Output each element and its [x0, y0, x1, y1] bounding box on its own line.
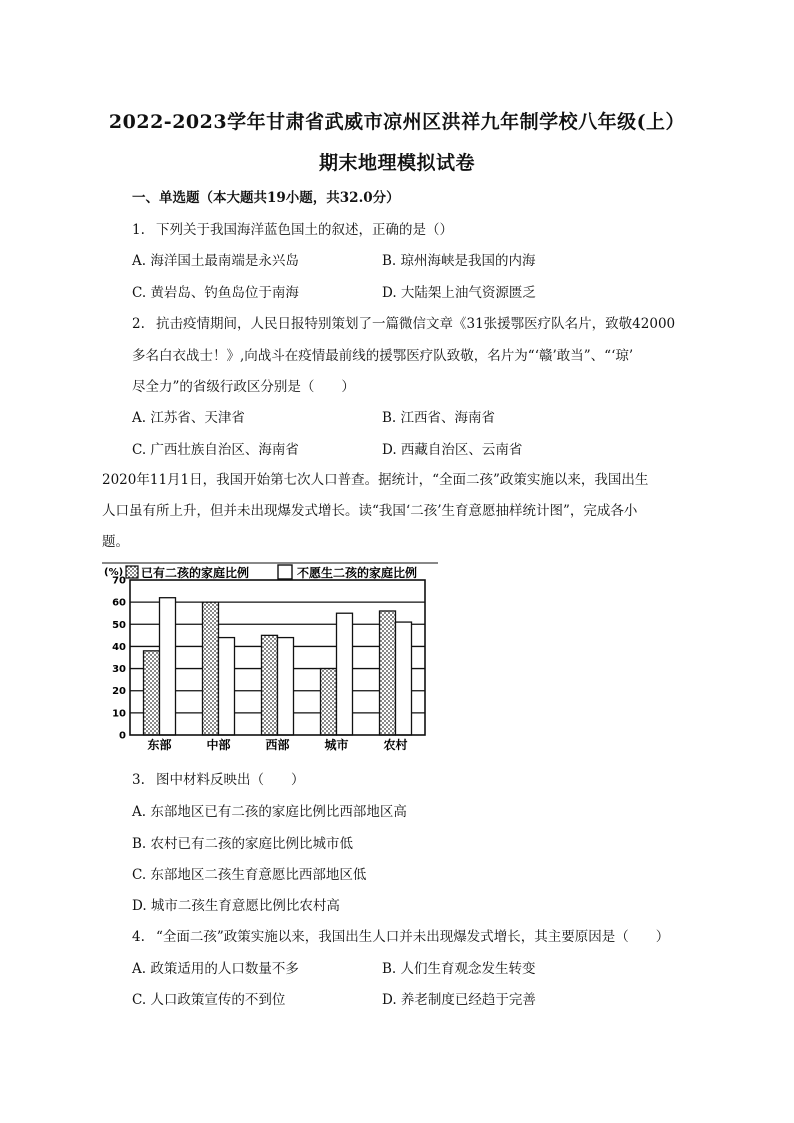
legend-label-series-1: 已有二孩的家庭比例 [141, 566, 250, 580]
passage-line-3: 题。 [102, 534, 129, 550]
bar-2-4 [396, 622, 412, 735]
question-2-line-3: 尽全力”的省级行政区分别是（ ） [132, 379, 355, 395]
y-tick-label: 30 [112, 664, 126, 676]
y-tick-labels [112, 576, 126, 742]
question-text: 抗击疫情期间，人民日报特别策划了一篇微信文章《31张援鄂医疗队名片，致敬42000 [156, 316, 676, 332]
x-category-label: 中部 [206, 738, 231, 752]
y-tick-label: 40 [112, 641, 126, 653]
passage-line-2: 人口虽有所上升，但并未出现爆发式增长。读“我国‘二孩’生育意愿抽样统计图”，完成各小 [102, 503, 638, 519]
q2-option-b: B. 江西省、海南省 [382, 410, 496, 426]
y-tick-label: 70 [112, 575, 126, 587]
legend-label-series-2: 不愿生二孩的家庭比例 [297, 566, 418, 580]
legend-swatch-series-2 [278, 565, 292, 579]
birth-willingness-bar-chart [102, 562, 438, 754]
bar-2-3 [337, 613, 353, 735]
q3-option-a: A. 东部地区已有二孩的家庭比例比西部地区高 [132, 804, 407, 820]
question-2-line-2: 多名白衣战士！》,向战斗在疫情最前线的援鄂医疗队致敬，名片为“‘赣’敢当”、“‘琼’ [132, 348, 634, 364]
question-4 [132, 925, 669, 945]
question-1 [132, 218, 453, 238]
q2-option-c: C. 广西壮族自治区、海南省 [132, 442, 299, 458]
y-tick-label: 10 [112, 708, 126, 720]
q4-option-a: A. 政策适用的人口数量不多 [132, 961, 299, 977]
bar-1-1 [203, 602, 219, 735]
x-category-labels [147, 737, 407, 752]
question-2 [132, 312, 675, 332]
exam-title: 2022-2023学年甘肃省武威市凉州区洪祥九年制学校八年级(上） [108, 111, 686, 133]
q1-option-c: C. 黄岩岛、钓鱼岛位于南海 [132, 285, 299, 301]
bar-1-0 [144, 651, 160, 735]
question-number: 3. [132, 772, 145, 788]
q1-option-a: A. 海洋国土最南端是永兴岛 [132, 253, 299, 269]
q4-option-b: B. 人们生育观念发生转变 [382, 961, 536, 977]
y-tick-label: 0 [119, 730, 126, 742]
q2-option-d: D. 西藏自治区、云南省 [382, 442, 523, 458]
x-category-label: 城市 [324, 738, 349, 752]
legend-swatch-series-1 [126, 566, 138, 578]
y-tick-label: 60 [112, 597, 126, 609]
q3-option-d: D. 城市二孩生育意愿比例比农村高 [132, 898, 340, 914]
q4-option-d: D. 养老制度已经趋于完善 [382, 992, 536, 1008]
q1-option-b: B. 琼州海峡是我国的内海 [382, 253, 536, 269]
x-category-label: 东部 [147, 738, 172, 752]
bar-2-0 [160, 598, 176, 735]
bar-1-2 [262, 635, 278, 735]
section-heading: 一、单选题（本大题共19小题，共32.0分） [132, 190, 400, 206]
q2-option-a: A. 江苏省、天津省 [132, 410, 245, 426]
bars [144, 598, 412, 735]
question-text: “全面二孩”政策实施以来，我国出生人口并未出现爆发式增长，其主要原因是（ ） [156, 929, 670, 945]
x-category-label: 西部 [265, 738, 290, 752]
question-number: 2. [132, 316, 145, 332]
question-number: 1. [132, 222, 145, 238]
q3-option-b: B. 农村已有二孩的家庭比例比城市低 [132, 836, 354, 852]
question-text: 下列关于我国海洋蓝色国土的叙述，正确的是（） [156, 222, 453, 238]
y-tick-label: 50 [112, 619, 126, 631]
q3-option-c: C. 东部地区二孩生育意愿比西部地区低 [132, 867, 367, 883]
q1-option-d: D. 大陆架上油气资源匮乏 [382, 285, 536, 301]
question-number: 4. [132, 929, 145, 945]
bar-2-2 [278, 638, 294, 735]
y-tick-label: 20 [112, 686, 126, 698]
bar-1-4 [380, 611, 396, 735]
passage-line-1: 2020年11月1日，我国开始第七次人口普查。据统计，“全面二孩”政策实施以来，我国出生 [102, 472, 649, 488]
question-3 [132, 768, 305, 788]
q4-option-c: C. 人口政策宣传的不到位 [132, 992, 286, 1008]
bar-2-1 [219, 638, 235, 735]
x-category-label: 农村 [383, 738, 408, 752]
exam-subtitle: 期末地理模拟试卷 [318, 152, 475, 174]
y-axis-label: (%) [104, 567, 124, 578]
question-text: 图中材料反映出（ ） [156, 772, 305, 788]
bar-1-3 [321, 669, 337, 735]
